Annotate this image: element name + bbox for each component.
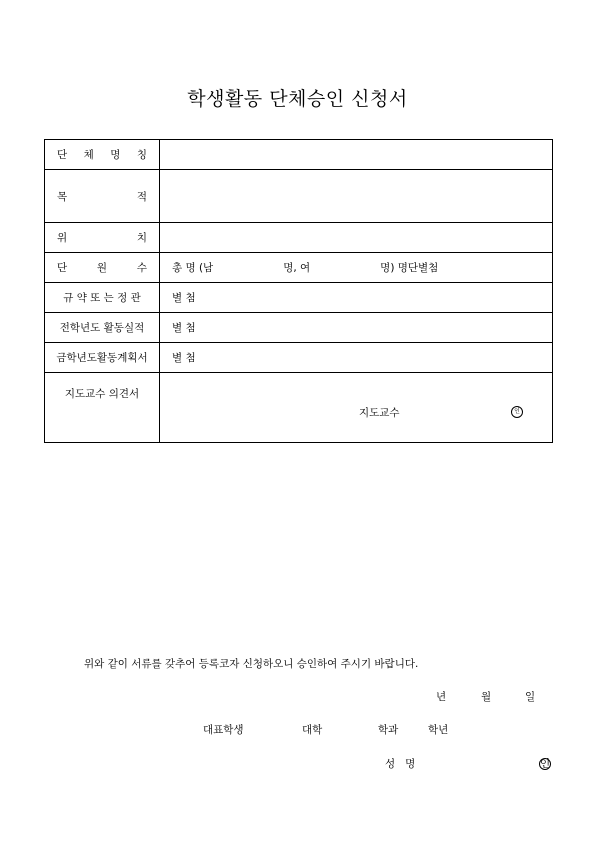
row-this-year bbox=[45, 343, 553, 373]
date-day-label: 일 bbox=[525, 691, 536, 703]
label-purpose: 목 적 bbox=[45, 170, 160, 223]
members-female-text: 명) 명단별첨 bbox=[380, 262, 439, 274]
row-prev-year bbox=[45, 313, 553, 343]
label-advisor-opinion: 지도교수 의견서 bbox=[45, 373, 160, 443]
department-label: 학과 bbox=[378, 724, 399, 736]
date-year-label: 년 bbox=[436, 691, 447, 703]
row-members bbox=[45, 253, 553, 283]
application-statement: 위와 같이 서류를 갖추어 등록코자 신청하오니 승인하여 주시기 바랍니다. bbox=[84, 658, 419, 670]
purpose-field[interactable] bbox=[160, 170, 553, 223]
members-total-text: 총 명 (남 bbox=[172, 262, 214, 274]
grade-label: 학년 bbox=[428, 724, 449, 736]
advisor-label: 지도교수 bbox=[359, 407, 400, 419]
row-advisor-opinion bbox=[45, 373, 553, 443]
bylaws-value: 별 첨 bbox=[160, 283, 553, 313]
college-label: 대학 bbox=[302, 724, 323, 736]
row-location bbox=[45, 223, 553, 253]
advisor-opinion-field[interactable] bbox=[160, 373, 553, 443]
label-this-year: 금학년도활동계획서 bbox=[45, 343, 160, 373]
form-title: 학생활동 단체승인 신청서 bbox=[187, 88, 408, 110]
row-bylaws bbox=[45, 283, 553, 313]
label-prev-year: 전학년도 활동실적 bbox=[45, 313, 160, 343]
application-form-table bbox=[44, 139, 553, 443]
row-purpose bbox=[45, 170, 553, 223]
representative-label: 대표학생 bbox=[203, 724, 244, 736]
group-name-field[interactable] bbox=[160, 140, 553, 170]
label-members: 단 원 수 bbox=[45, 253, 160, 283]
advisor-seal-mark: 인 bbox=[511, 406, 523, 418]
name-label: 성 명 bbox=[385, 758, 416, 770]
date-month-label: 월 bbox=[481, 691, 492, 703]
members-male-text: 명, 여 bbox=[283, 262, 311, 274]
members-field[interactable] bbox=[160, 253, 553, 283]
location-field[interactable] bbox=[160, 223, 553, 253]
label-group-name: 단 체 명 칭 bbox=[45, 140, 160, 170]
label-location: 위 치 bbox=[45, 223, 160, 253]
this-year-value: 별 첨 bbox=[160, 343, 553, 373]
prev-year-value: 별 첨 bbox=[160, 313, 553, 343]
signature-seal-mark: 인 bbox=[540, 758, 551, 770]
label-bylaws: 규 약 또 는 정 관 bbox=[45, 283, 160, 313]
row-group-name bbox=[45, 140, 553, 170]
